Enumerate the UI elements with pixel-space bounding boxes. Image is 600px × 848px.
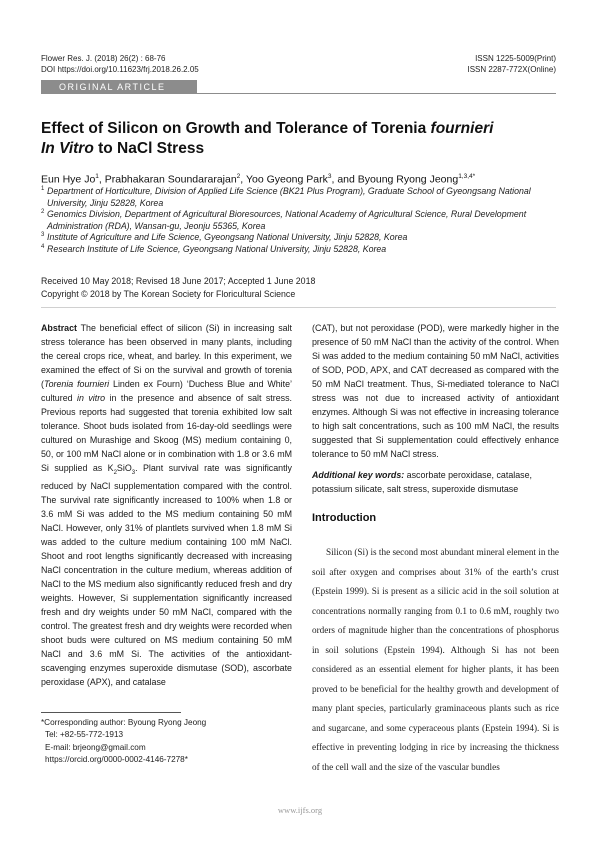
introduction-heading: Introduction [312,512,377,524]
affiliations [41,186,561,256]
article-type-label: ORIGINAL ARTICLE [59,82,166,92]
publication-dates [41,275,561,300]
banner-rule [41,93,556,94]
issn-online: ISSN 2287-772X(Online) [467,65,556,74]
issn-print: ISSN 1225-5009(Print) [475,54,556,63]
doi-link[interactable]: DOI https://doi.org/10.11623/frj.2018.26.2.05 [41,65,199,74]
journal-website[interactable]: www.ijfs.org [277,805,323,815]
corresponding-email[interactable]: E-mail: brjeong@gmail.com [45,742,146,752]
article-type-banner [41,80,197,94]
copyright-notice: Copyright © 2018 by The Korean Society for Floricultural Science [41,288,296,299]
affiliation-2: 2 Genomics Division, Department of Agricultural Bioresources, National Academy of Agricultural Science, Rural Development Administration (RDA), Wansan-gu, Jeonju 55365, Korea [41,209,527,231]
journal-header [41,53,199,75]
corresponding-orcid[interactable]: https://orcid.org/0000-0002-4146-7278* [45,755,188,765]
affiliation-4: 4 Research Institute of Life Science, Gyeongsang National University, Jinju 52828, Korea [41,243,387,254]
keywords: Additional key words: ascorbate peroxidase, catalase, potassium silicate, salt stress, superoxide dismutase [312,470,532,494]
article-title: Effect of Silicon on Growth and Tolerance of Torenia fournieri In Vitro to NaCl Stress [41,120,494,157]
issn-block [468,53,557,75]
abstract-label: Abstract [41,323,78,333]
abstract-left-column: Abstract The beneficial effect of silicon (Si) in increasing salt stress tolerance has been observed in many plants, including the cereal crops rice, wheat, and barley. In this experiment, we examined the effect of Si on the survival and growth of torenia (Torenia fournieri Linden ex Fourn) ‘Duchess Blue and White’ cultured in vitro in the presence and absence of salt stress. Previous reports had suggested that torenia exhibited low salt tolerance. Shoot buds isolated from 16-day-old seedlings were cultured on Murashige and Skoog (MS) medium containing 0, 50, or 100 mM NaCl alone or in combination with 1.8 or 3.6 mM Si supplied as $K_2SiO_3$. Plant survival rate was significantly reduced by NaCl supplementation compared with the control. The survival rate significantly increased to 100% when 1.8 or 3.6 mM Si was added to the MS medium containing 50 mM NaCl. However, only 31% of plantlets survived when 1.8 mM Si was added to the culture medium containing 100 mM NaCl. Shoot and root lengths significantly decreased with increasing NaCl concentration in the culture medium, whereas addition of NaCl to the MS medium also significantly reduced fresh and dry weights. However, Si supplementation significantly increased fresh and dry weights under 50 mM NaCl, compared with the control. The greatest fresh and dry weights were recorded when shoot buds were cultured on MS medium containing 50 mM NaCl and 3.6 mM Si. The activities of the antioxidant-scavenging enzymes superoxide dismutase (SOD), ascorbate peroxidase (APX), and catalase [41,323,293,687]
journal-citation: Flower Res. J. (2018) 26(2) : 68-76 [41,54,166,63]
footnote-rule [41,712,181,713]
affiliation-1: 1 Department of Horticulture, Division of Applied Life Science (BK21 Plus Program), Graduate School of Gyeongsang National University, Jinju 52828, Korea [41,186,531,208]
affiliation-3: 3 Institute of Agriculture and Life Science, Gyeongsang National University, Jinju 52828, Korea [41,232,408,243]
title-species: fournieri [430,120,494,137]
introduction-body: Silicon (Si) is the second most abundant mineral element in the soil after oxygen and comprises about 31% of the earth’s crust (Epstein 1999). Si is present as a silicic acid in the soil solution at concentrations normally ranging from 0.1 to 0.6 mM, roughly two orders of magnitude higher than the concentrations of phosphorus in soil solutions (Epstein 1994). Although Si has not been considered as an essential element for higher plants, it has been proved to be beneficial for the healthy growth and development of many plant species, particularly graminaceous plants such as rice and sugarcane, and some cyperaceous plants (Epstein 1994). Si is effective in preventing lodging in rice by increasing the thickness of the cell wall and the size of the vascular bundles [312,547,559,772]
title-in-vitro: In Vitro [41,140,94,157]
author-list: Eun Hye Jo$^1$, Prabhakaran Soundararajan$^2$, Yoo Gyeong Park$^3$, and Byoung Ryong Jeong$^{1,3,4*}$ [41,173,476,186]
correspondence-block [41,717,292,767]
keywords-label: Additional key words: [312,470,405,480]
received-dates: Received 10 May 2018; Revised 18 June 2017; Accepted 1 June 2018 [41,276,316,286]
corresponding-tel: Tel: +82-55-772-1913 [45,730,124,740]
corresponding-author: *Corresponding author: Byoung Ryong Jeong [41,718,207,727]
abstract-right-column: (CAT), but not peroxidase (POD), were markedly higher in the presence of 50 mM NaCl than the activity of the control. When Si was added to the medium containing 50 mM NaCl, activities of SOD, POD, APX, and CAT decreased as compared with the 50 mM NaCl treatment. Thus, Si-mediated tolerance to NaCl stress was not due to increased activity of antioxidant enzymes. Although Si was not effective in increasing tolerance to high salt concentrations, such as 100 mM NaCl, the results suggested that Si supplementation could effectively enhance tolerance to 50 mM NaCl stress. [312,323,559,459]
section-divider [41,307,556,308]
